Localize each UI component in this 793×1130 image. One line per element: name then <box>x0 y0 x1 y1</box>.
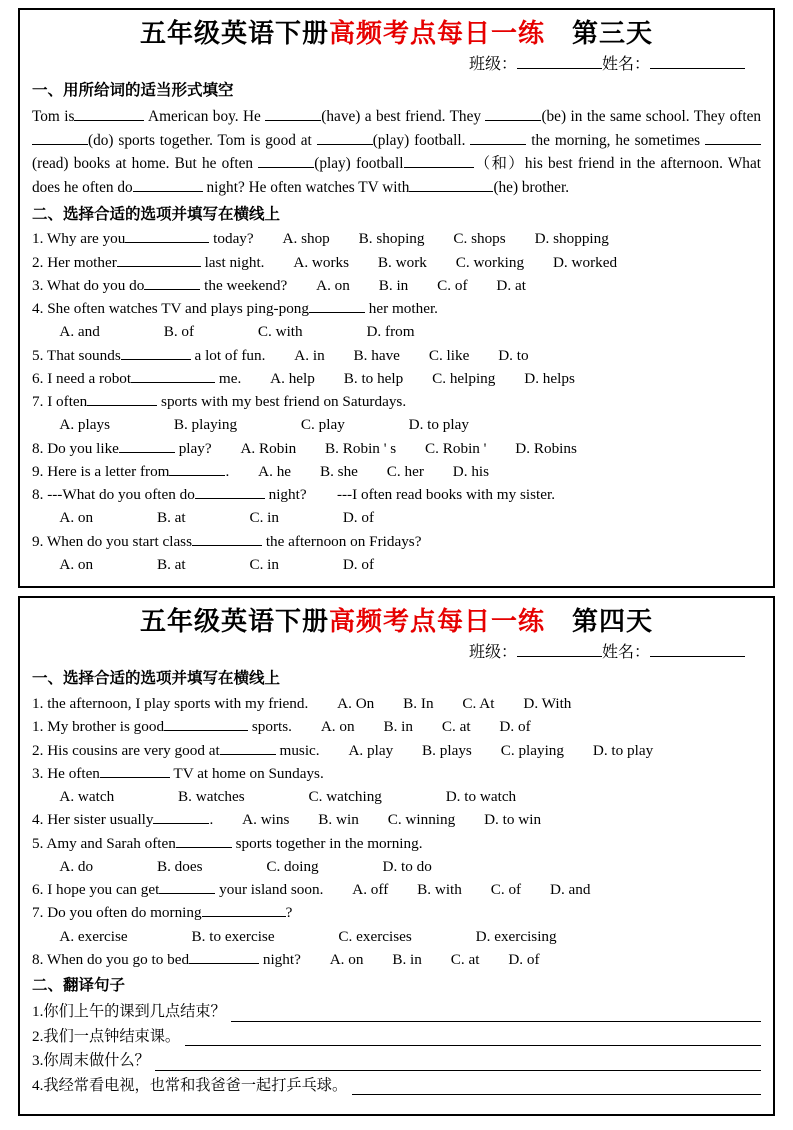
question-line <box>32 460 761 483</box>
class-label: 班级： <box>468 643 517 661</box>
answer-option: A. works <box>293 253 350 271</box>
answer-option: D. to watch <box>445 788 517 806</box>
answer-option: D. from <box>366 323 415 341</box>
answer-option: D. his <box>452 462 490 480</box>
blank-line <box>100 764 170 778</box>
question-stem: 8. ---What do you often do night? ---I often read books with my sister. <box>32 486 556 504</box>
question-line <box>32 901 761 924</box>
question-stem: 5. That sounds a lot of fun. <box>32 346 266 364</box>
question-stem: 7. Do you often do morning ? <box>32 904 293 922</box>
answer-option: D. to win <box>484 811 542 829</box>
title-prefix: 五年级英语下册 <box>139 607 329 637</box>
translation-line <box>32 1025 761 1050</box>
answer-option: D. shopping <box>534 230 609 248</box>
blank-line <box>404 154 474 168</box>
answer-option: C. in <box>249 555 279 573</box>
question-line <box>32 251 761 274</box>
answer-option: D. to do <box>382 857 432 875</box>
answer-option: C. doing <box>266 857 319 875</box>
answer-option: B. at <box>156 555 186 573</box>
question-line <box>32 297 761 320</box>
blank-line <box>705 131 761 145</box>
answer-option: B. at <box>156 509 186 527</box>
blank-line <box>202 903 286 917</box>
answer-option: B. she <box>319 462 358 480</box>
question-line <box>32 715 761 738</box>
answer-line <box>231 1005 761 1022</box>
answer-option: A. exercise <box>59 927 128 945</box>
answer-line <box>155 1054 761 1071</box>
blank-line <box>195 485 265 499</box>
answer-line <box>352 1079 761 1096</box>
question-options-line <box>32 413 761 436</box>
question-line <box>32 948 761 971</box>
answer-option: C. winning <box>387 811 456 829</box>
question-line <box>32 483 761 506</box>
question-line <box>32 878 761 901</box>
worksheet-day3 <box>18 8 775 588</box>
worksheet-title-day4 <box>32 606 761 639</box>
answer-option: B. in <box>378 276 409 294</box>
answer-option: A. plays <box>59 416 110 434</box>
blank-line <box>159 880 215 894</box>
question-line <box>32 808 761 831</box>
answer-option: D. to <box>498 346 529 364</box>
answer-option: C. At <box>462 695 495 713</box>
answer-option: B. work <box>377 253 427 271</box>
answer-option: B. have <box>353 346 400 364</box>
question-list-day4 <box>32 692 761 971</box>
question-stem: 4. Her sister usually . <box>32 811 214 829</box>
answer-option: C. at <box>441 718 471 736</box>
answer-option: A. on <box>320 718 355 736</box>
answer-option: C. helping <box>432 369 496 387</box>
answer-option: D. of <box>508 950 540 968</box>
answer-option: D. of <box>499 718 531 736</box>
worksheet-day4 <box>18 596 775 1116</box>
question-stem: 3. He often TV at home on Sundays. <box>32 764 324 782</box>
question-line <box>32 739 761 762</box>
blank-line <box>87 392 157 406</box>
answer-option: D. of <box>342 509 375 527</box>
section-heading-choice: 一、选择合适的选项并填写在横线上 <box>32 670 281 688</box>
blank-line <box>153 810 209 824</box>
answer-option: A. shop <box>282 230 330 248</box>
blank-line <box>220 741 276 755</box>
blank-line <box>133 178 203 192</box>
class-label: 班级： <box>468 55 517 73</box>
translation-line <box>32 1000 761 1025</box>
question-list-day3 <box>32 227 761 576</box>
answer-option: B. to exercise <box>191 927 275 945</box>
question-line <box>32 762 761 785</box>
answer-option: A. on <box>59 555 94 573</box>
question-line <box>32 692 761 715</box>
translation-list <box>32 1000 761 1099</box>
question-line <box>32 344 761 367</box>
title-suffix: 第四天 <box>545 607 654 637</box>
question-options-line <box>32 553 761 576</box>
answer-option: B. In <box>403 695 434 713</box>
question-stem: 8. Do you like play? <box>32 439 212 457</box>
blank-line <box>121 346 191 360</box>
answer-option: C. of <box>437 276 468 294</box>
question-line <box>32 227 761 250</box>
question-stem: 1. Why are you today? <box>32 230 254 248</box>
answer-option: A. he <box>258 462 292 480</box>
name-blank-line <box>650 642 745 657</box>
question-stem: 6. I hope you can get your island soon. <box>32 881 324 899</box>
name-blank-line <box>650 54 745 69</box>
answer-option: B. in <box>392 950 422 968</box>
answer-option: C. in <box>249 509 279 527</box>
section-heading-choice: 二、选择合适的选项并填写在横线上 <box>32 205 281 223</box>
translation-text: 2.我们一点钟结束课。 <box>32 1027 181 1045</box>
answer-option: D. worked <box>552 253 618 271</box>
title-highlight: 高频考点每日一练 <box>328 19 545 48</box>
answer-option: D. exercising <box>475 927 557 945</box>
name-label: 姓名： <box>601 643 650 661</box>
blank-line <box>258 154 314 168</box>
answer-option: C. playing <box>500 741 564 759</box>
answer-option: A. in <box>294 346 325 364</box>
answer-option: B. win <box>318 811 359 829</box>
fill-in-paragraph: Tom is American boy. He (have) a best friend. They (be) in the same school. They often(do) sports together. Tom is good at (play) football. the morning, he sometimes (read) books at home. But he often (play) football （和）his best friend in the afternoon. What does he often do night? He often watches TV with (he) brother. <box>32 107 762 196</box>
blank-line <box>125 230 209 244</box>
answer-option: B. watches <box>178 788 245 806</box>
answer-option: C. at <box>450 950 480 968</box>
answer-option: A. On <box>337 695 375 713</box>
question-stem: 4. She often watches TV and plays ping-pong her mother. <box>32 300 438 318</box>
question-stem: 8. When do you go to bed night? <box>32 950 301 968</box>
question-stem: 7. I often sports with my best friend on Saturdays. <box>32 393 407 411</box>
question-stem: 9. When do you start class the afternoon on Fridays? <box>32 532 422 550</box>
question-stem: 1. the afternoon, I play sports with my friend. <box>32 695 309 713</box>
answer-option: C. like <box>428 346 470 364</box>
blank-line <box>176 834 232 848</box>
blank-line <box>164 717 248 731</box>
class-blank-line <box>517 54 602 69</box>
question-options-line <box>32 320 761 343</box>
answer-option: B. shoping <box>358 230 425 248</box>
question-stem: 2. Her mother last night. <box>32 253 265 271</box>
answer-option: C. working <box>455 253 525 271</box>
answer-option: D. and <box>549 881 591 899</box>
translation-line <box>32 1049 761 1074</box>
answer-option: C. Robin ' <box>425 439 487 457</box>
question-stem: 2. His cousins are very good at music. <box>32 741 320 759</box>
blank-line <box>131 369 215 383</box>
answer-option: C. exercises <box>338 927 412 945</box>
answer-option: A. on <box>329 950 364 968</box>
blank-line <box>117 253 201 267</box>
question-stem: 6. I need a robot me. <box>32 369 242 387</box>
blank-line <box>485 107 541 121</box>
answer-option: B. of <box>163 323 195 341</box>
question-line <box>32 437 761 460</box>
answer-option: D. helps <box>524 369 575 387</box>
blank-line <box>470 131 526 145</box>
question-stem: 3. What do you do the weekend? <box>32 276 288 294</box>
question-line <box>32 390 761 413</box>
question-options-line <box>32 785 761 808</box>
answer-option: B. does <box>156 857 203 875</box>
class-name-line <box>32 54 761 77</box>
answer-option: C. of <box>490 881 522 899</box>
translation-text: 4.我经常看电视，也常和我爸爸一起打乒乓球。 <box>32 1076 348 1094</box>
blank-line <box>409 178 493 192</box>
blank-line <box>265 107 321 121</box>
answer-option: C. watching <box>308 788 382 806</box>
title-highlight: 高频考点每日一练 <box>328 607 545 637</box>
translation-line <box>32 1074 761 1099</box>
answer-option: A. and <box>59 323 100 341</box>
title-prefix: 五年级英语下册 <box>139 19 329 48</box>
question-options-line <box>32 925 761 948</box>
answer-line <box>185 1029 761 1046</box>
answer-option: D. of <box>342 555 375 573</box>
blank-line <box>192 532 262 546</box>
answer-option: C. play <box>300 416 345 434</box>
blank-line <box>144 276 200 290</box>
question-line <box>32 274 761 297</box>
blank-line <box>309 299 365 313</box>
answer-option: A. Robin <box>240 439 297 457</box>
class-name-line <box>32 642 761 665</box>
blank-line <box>317 131 373 145</box>
answer-option: A. off <box>352 881 389 899</box>
answer-option: A. help <box>270 369 315 387</box>
question-line <box>32 832 761 855</box>
blank-line <box>74 107 144 121</box>
question-line <box>32 367 761 390</box>
answer-option: B. to help <box>343 369 404 387</box>
answer-option: D. to play <box>592 741 654 759</box>
answer-option: C. her <box>386 462 424 480</box>
answer-option: A. on <box>316 276 350 294</box>
answer-option: D. Robins <box>515 439 577 457</box>
answer-option: B. Robin ' s <box>325 439 397 457</box>
answer-option: D. With <box>523 695 572 713</box>
worksheet-title-day3 <box>32 18 761 51</box>
blank-line <box>169 462 225 476</box>
name-label: 姓名： <box>601 55 650 73</box>
class-blank-line <box>517 642 602 657</box>
answer-option: C. with <box>257 323 303 341</box>
blank-line <box>32 131 88 145</box>
translation-text: 3.你周末做什么？ <box>32 1052 150 1070</box>
answer-option: C. shops <box>453 230 506 248</box>
answer-option: B. plays <box>422 741 472 759</box>
answer-option: B. in <box>383 718 413 736</box>
question-options-line <box>32 506 761 529</box>
question-line <box>32 530 761 553</box>
answer-option: A. wins <box>242 811 290 829</box>
answer-option: B. with <box>417 881 462 899</box>
blank-line <box>189 950 259 964</box>
blank-line <box>119 439 175 453</box>
question-stem: 5. Amy and Sarah often sports together in the morning. <box>32 834 423 852</box>
question-options-line <box>32 855 761 878</box>
question-stem: 9. Here is a letter from . <box>32 462 230 480</box>
answer-option: A. watch <box>59 788 115 806</box>
section-heading-translate: 二、翻译句子 <box>32 977 126 995</box>
answer-option: A. play <box>348 741 394 759</box>
answer-option: B. playing <box>173 416 238 434</box>
title-suffix: 第三天 <box>545 19 654 48</box>
answer-option: A. do <box>59 857 94 875</box>
section-heading-fill: 一、用所给词的适当形式填空 <box>32 82 234 100</box>
translation-text: 1.你们上午的课到几点结束？ <box>32 1002 226 1020</box>
question-stem: 1. My brother is good sports. <box>32 718 292 736</box>
answer-option: A. on <box>59 509 94 527</box>
answer-option: D. at <box>496 276 526 294</box>
answer-option: D. to play <box>408 416 469 434</box>
